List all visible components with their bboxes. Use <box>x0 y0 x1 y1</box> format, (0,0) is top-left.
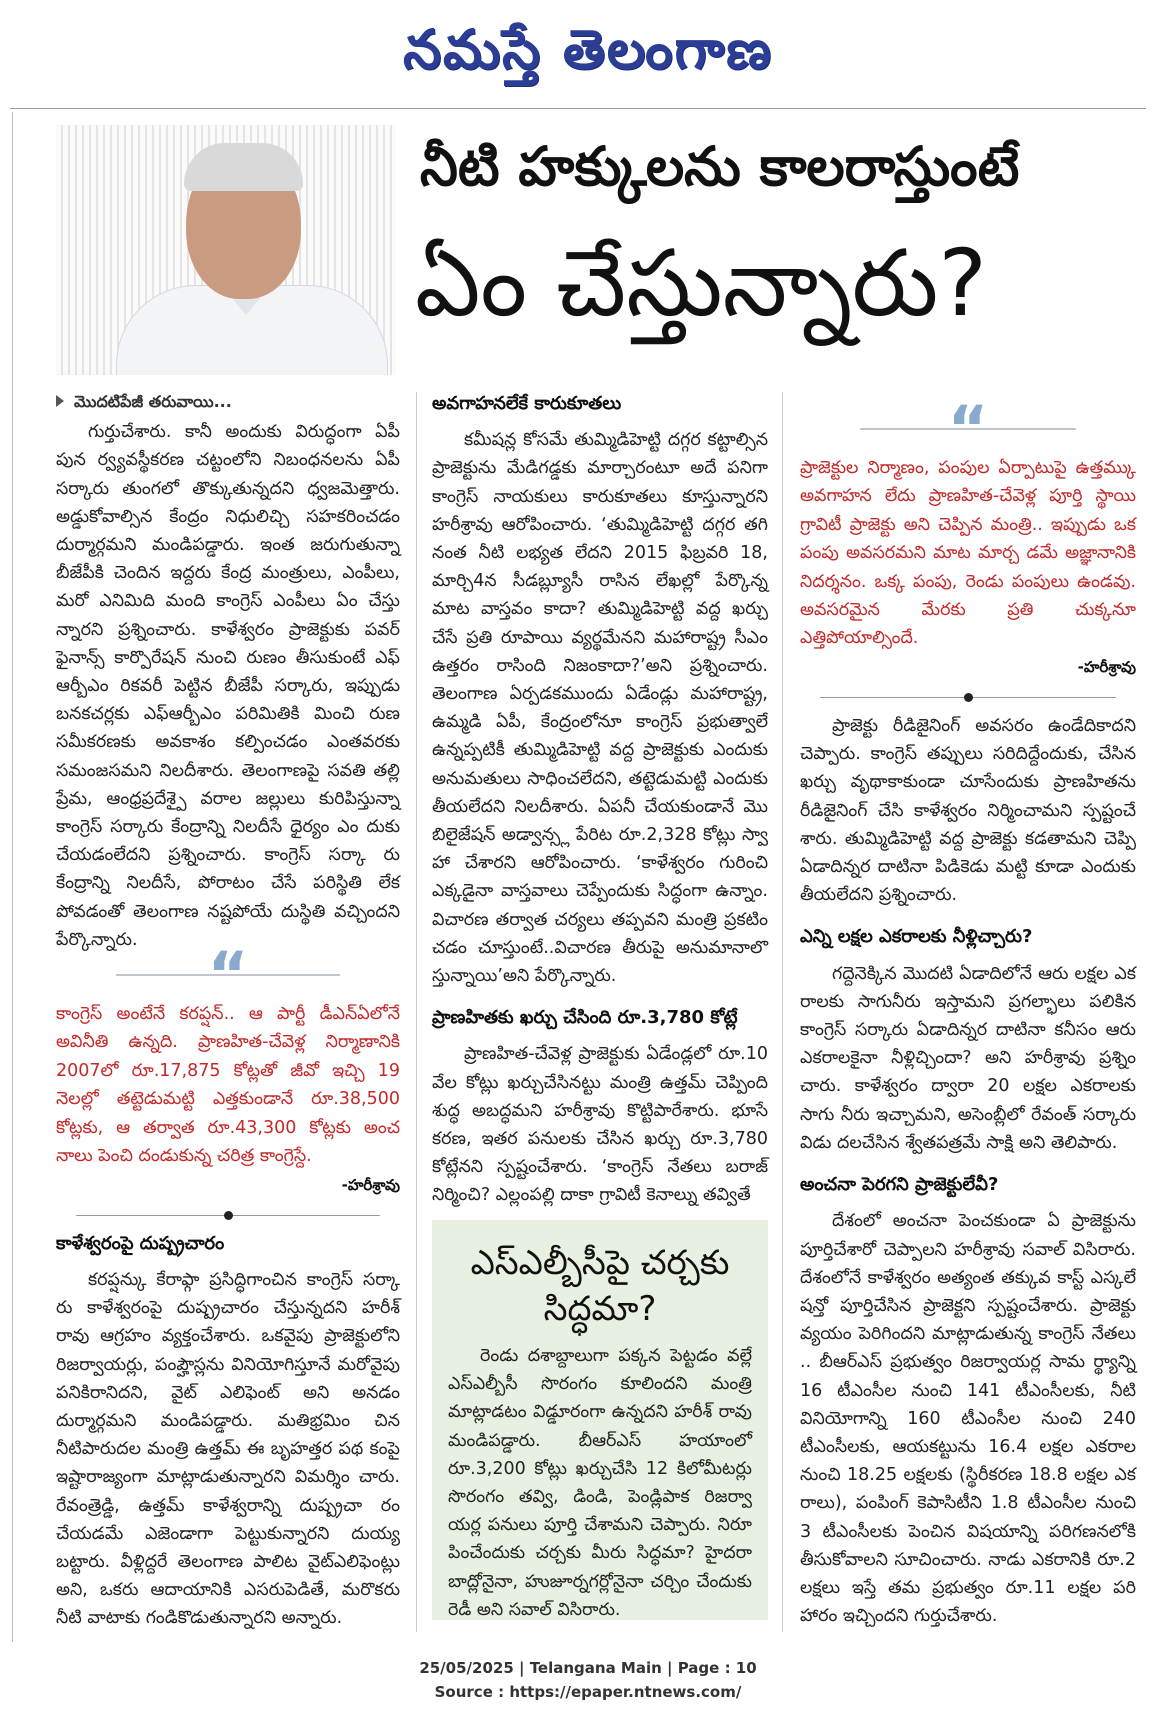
divider-dot <box>964 693 973 702</box>
continued-label: మొదటిపేజీ తరువాయి... <box>56 388 400 416</box>
subheading: అంచనా పెరగని ప్రాజెక్టులేవీ? <box>800 1174 999 1196</box>
quote-mark-icon: “ <box>947 392 989 465</box>
masthead-divider <box>10 108 1146 109</box>
subheading: అవగాహనలేకే కారుకూతలు <box>432 393 622 414</box>
article-paragraph: కరప్షన్కు కేరాఫ్గా ప్రసిద్ధిగాంచిన కాంగ్రెస్ సర్కా రు కాళేశ్వరంపై దుష్ప్రచారం చేస్తున్నదని హరీశ్ రావు ఆగ్రహం వ్యక్తంచేశారు. ఒకవైపు ప్రాజెక్టులోని రిజర్వాయర్లు, పంప్హౌస్లను వినియోగిస్తూనే మరోవైపు పనికిరానిదని, వైట్ ఎలిఫెంట్ అని అనడం దుర్మార్గమని మండిపడ్డారు. మతిభ్రమిం చిన నీటిపారుదల మంత్రి ఉత్తమ్ ఈ బృహత్తర పథ కంపై ఇష్టారాజ్యంగా మాట్లాడుతున్నారని విమర్శిం చారు. రేవంత్రెడ్డి, ఉత్తమ్ కాళేశ్వరాన్ని దుష్ప్రచా రం చేయడమే ఎజెండాగా పెట్టుకున్నారని దుయ్య బట్టారు. వీళ్లిద్దరే తెలంగాణ పాలిట వైట్ఎలిఫెంట్లు అని, ఒకరు ఆదాయానికి ఎసరుపెడితే, మరొకరు నీటి వాటాకు గండికొడుతున్నారని అన్నారు. <box>56 1269 400 1629</box>
article-paragraph: దేశంలో అంచనా పెంచకుండా ఏ ప్రాజెక్టును పూర్తిచేశారో చెప్పాలని హరీశ్రావు సవాల్ విసిరారు. దేశంలోనే కాళేశ్వరం అత్యంత తక్కువ కాస్ట్ ఎస్కలే షన్తో పూర్తిచేసిన ప్రాజెక్టని స్పష్టంచేశారు. ప్రాజెక్టు వ్యయం పెరిగిందని మాట్లాడుతున్న కాంగ్రెస్ నేతలు .. బీఆర్ఎస్ ప్రభుత్వం రిజర్వాయర్ల సామ ర్థ్యాన్ని 16 టీఎంసీల నుంచి 141 టీఎంసీలకు, నీటి వినియోగాన్ని 160 టీఎంసీల నుంచి 240 టీఎంసీలకు, ఆయకట్టును 16.4 లక్షల ఎకరాల నుంచి 18.25 లక్షలకు (స్థిరీకరణ 18.8 లక్షల ఎక రాలు), పంపింగ్ కెపాసిటీని 1.8 టీఎంసీల నుంచి 3 టీఎంసీలకు పెంచిన విషయాన్ని పరిగణనలోకి తీసుకోవాలని సూచించారు. నాడు ఎకరానికి రూ.2 లక్షలు ఇస్తే తమ ప్రభుత్వం రూ.11 లక్షల పరి హారం ఇచ్చిందని గుర్తుచేశారు. <box>800 1211 1136 1627</box>
column-1 <box>56 388 400 1633</box>
headline-line1: నీటి హక్కులను కాలరాస్తుంటే <box>420 135 1020 198</box>
subheading: ఎన్ని లక్షల ఎకరాలకు నీళ్లిచ్చారు? <box>800 926 1033 948</box>
section-divider <box>820 697 1116 698</box>
column-separator <box>782 392 783 1632</box>
article-paragraph: గుర్తుచేశారు. కానీ అందుకు విరుద్ధంగా ఏపీ పున ర్వ్యవస్థీకరణ చట్టంలోని నిబంధనలను ఏపీ సర్కారు తుంగలో తొక్కుతున్నదని ధ్వజమెత్తారు. అడ్డుకోవాల్సిన కేంద్రం నిధులిచ్చి సహకరించడం దుర్మార్గమని మండిపడ్డారు. ఇంత జరుగుతున్నా బీజేపీకి చెందిన ఇద్దరు కేంద్ర మంత్రులు, ఎంపీలు, మరో ఎనిమిది మంది కాంగ్రెస్ ఎంపీలు ఏం చేస్తు న్నారని ప్రశ్నించారు. కాళేశ్వరం ప్రాజెక్టుకు పవర్ ఫైనాన్స్ కార్పొరేషన్ నుంచి రుణం తీసుకుంటే ఎఫ్ ఆర్బీఎం రికవరీ పెట్టిన బీజేపీ సర్కారు, ఇప్పుడు బనకచర్లకు ఎఫ్ఆర్బీఎం పరిమితికి మించి రుణ సమీకరణకు అవకాశం కల్పించడం ఎంతవరకు సమంజసమని నిలదీశారు. తెలంగాణపై సవతి తల్లి ప్రేమ, ఆంధ్రప్రదేశ్పై వరాల జల్లులు కురిపిస్తున్నా కాంగ్రెస్ సర్కారు కేంద్రాన్ని నిలదీసే ధైర్యం ఎం దుకు చేయడంలేదని ప్రశ్నించారు. కాంగ్రెస్ సర్కా రు కేంద్రాన్ని నిలదీసే, పోరాటం చేసే పరిస్థితి లేక పోవడంతో తెలంగాణ నష్టపోయే దుస్థితి వచ్చిందని పేర్కొన్నారు. <box>56 422 400 950</box>
pull-quote: ప్రాజెక్టుల నిర్మాణం, పంపుల ఏర్పాటుపై ఉత్తమ్కు అవగాహన లేదు ప్రాణహిత-చేవెళ్ల పూర్తి స్థాయి గ్రావిటీ ప్రాజెక్టు అని చెప్పిన మంత్రి.. ఇప్పుడు ఒక పంపు అవసరమని మాట మార్చ డమే అజ్ఞానానికి నిదర్శనం. ఒక్క పంపు, రెండు పంపులు ఉండవు. అవసరమైన మేరకు ప్రతి చుక్కనూ ఎత్తిపోయాల్సిందే. <box>800 458 1136 649</box>
column-separator <box>416 392 417 1632</box>
subheading: కాళేశ్వరంపై దుష్ప్రచారం <box>56 1232 225 1254</box>
column-3 <box>800 392 1136 1630</box>
column-2 <box>432 390 768 1210</box>
subheading: ప్రాణహితకు ఖర్చు చేసింది రూ.3,780 కోట్లే <box>432 1007 738 1029</box>
source-link[interactable]: Source : https://epaper.ntnews.com/ <box>434 1683 742 1701</box>
article-paragraph: గద్దెనెక్కిన మొదటి ఏడాదిలోనే ఆరు లక్షల ఎక రాలకు సాగునీరు ఇస్తామని ప్రగల్భాలు పలికిన కాంగ్రెస్ సర్కారు ఏడాదిన్నర దాటినా కనీసం ఆరు ఎకరాలకైనా నీళ్లిచ్చిందా? అని హరీశ్రావు ప్రశ్నిం చారు. కాళేశ్వరం ద్వారా 20 లక్షల ఎకరాలకు సాగు నీరు ఇచ్చామని, అసెంబ్లీలో రేవంత్ సర్కారు విడు దలచేసిన శ్వేతపత్రమే సాక్షి అని తెలిపారు. <box>800 963 1136 1153</box>
box-text: రెండు దశాబ్దాలుగా పక్కన పెట్టడం వల్లే ఎస్ఎల్బీసీ సొరంగం కూలిందని మంత్రి మాట్లాడటం విడ్డూరంగా ఉన్నదని హరీశ్ రావు మండిపడ్డారు. బీఆర్ఎస్ హయాంలో రూ.3,200 కోట్లు ఖర్చుచేసి 12 కిలోమీటర్లు సొరంగం తవ్వి, డిండి, పెండ్లిపాక రిజర్వా యర్ల పనులు పూర్తి చేశామని చెప్పారు. నిరూ పించేందుకు చర్చకు మీరు సిద్ధమా? హైదరా బాద్లోనైనా, హుజూర్నగర్లోనైనా చర్చిం చేందుకు రెడీ అని సవాల్ విసిరారు. <box>448 1346 752 1620</box>
box-title: ఎస్ఎల్బీసీపై చర్చకు సిద్ధమా? <box>470 1243 730 1329</box>
reporter-photo <box>56 125 396 375</box>
headline-line2: ఏం చేస్తున్నారు? <box>415 230 988 337</box>
quote-mark-icon: “ <box>207 938 249 1012</box>
triangle-icon <box>56 395 64 407</box>
divider-dot <box>224 1211 233 1220</box>
section-divider <box>76 1215 380 1216</box>
sidebar-box <box>432 1220 768 1620</box>
quote-author: -హరీశ్రావు <box>1077 657 1136 676</box>
pull-quote: కాంగ్రెస్ అంటేనే కరప్షన్.. ఆ పార్టీ డీఎన్ఏలోనే అవినీతి ఉన్నది. ప్రాణహిత-చేవెళ్ల నిర్మాణానికి 2007లో రూ.17,875 కోట్లతో జీవో ఇచ్చి 19 నెలల్లో తట్టెడుమట్టి ఎత్తకుండానే రూ.38,500 కోట్లకు, ఆ తర్వాత రూ.43,300 కోట్లకు అంచ నాలు పెంచి దండుకున్న చరిత్ర కాంగ్రెస్దే. <box>56 1004 400 1167</box>
quote-author: -హరీశ్రావు <box>341 1175 400 1194</box>
page-edge <box>0 112 13 1642</box>
newspaper-logo: నమస్తే తెలంగాణ <box>403 18 773 81</box>
edition-info: 25/05/2025 | Telangana Main | Page : 10 <box>419 1659 757 1677</box>
article-paragraph: ప్రాణహిత-చేవెళ్ల ప్రాజెక్టుకు ఏడేండ్లలో రూ.10 వేల కోట్లు ఖర్చుచేసినట్టు మంత్రి ఉత్తమ్ చెప్పింది శుద్ధ అబద్ధమని హరీశ్రావు కొట్టిపారేశారు. భూసే కరణ, ఇతర పనులకు చేసిన ఖర్చు రూ.3,780 కోట్లేనని స్పష్టంచేశారు. ‘కాంగ్రెస్ నేతలు బరాజ్ నిర్మించి? ఎల్లంపల్లి దాకా గ్రావిటీ కెనాల్ను తవ్వితే <box>432 1044 768 1206</box>
article-paragraph: ప్రాజెక్టు రీడిజైనింగ్ అవసరం ఉండేదికాదని చెప్పారు. కాంగ్రెస్ తప్పులు సరిదిద్దేందుకు, చేసిన ఖర్చు వృథాకాకుండా చూసేందుకు ప్రాణహితను రీడిజైనింగ్ చేసి కాళేశ్వరం నిర్మించామని స్పష్టంచే శారు. తుమ్మిడిహెట్టి వద్ద ప్రాజెక్టు కడతామని చెప్పి ఏడాదిన్నర దాటినా పిడికెడు మట్టి కూడా ఎందుకు తీయలేదని ప్రశ్నించారు. <box>800 716 1136 906</box>
photo-hair <box>184 143 303 191</box>
article-paragraph: కమీషన్ల కోసమే తుమ్మిడిహెట్టి దగ్గర కట్టాల్సిన ప్రాజెక్టును మేడిగడ్డకు మార్చారంటూ అదే పనిగా కాంగ్రెస్ నాయకులు కారుకూతలు కూస్తున్నారని హరీశ్రావు ఆరోపించారు. ‘తుమ్మిడిహెట్టి దగ్గర తగి నంత నీటి లభ్యత లేదని 2015 ఫిబ్రవరి 18, మార్చి4న సీడబ్ల్యూసీ రాసిన లేఖల్లో పేర్కొన్న మాట వాస్తవం కాదా? తుమ్మిడిహెట్టి వద్ద ఖర్చు చేసే ప్రతి రూపాయి వ్యర్థమేనని మహారాష్ట్ర సీఎం ఉత్తరం రాసింది నిజంకాదా?’అని ప్రశ్నించారు. తెలంగాణ ఏర్పడకముందు ఏడేండ్లు మహారాష్ట్ర, ఉమ్మడి ఏపీ, కేంద్రంలోనూ కాంగ్రెస్ ప్రభుత్వాలే ఉన్నప్పటికీ తుమ్మిడిహెట్టి వద్ద ప్రాజెక్టుకు ఎందుకు అనుమతులు సాధించలేదని, తట్టెడుమట్టి ఎందుకు తీయలేదని నిలదీశారు. ఏపనీ చేయకుండానే మొ బిలైజేషన్ అడ్వాన్స్ల పేరిట రూ.2,328 కోట్లు స్వా హా చేశారని ఆరోపించారు. ‘కాళేశ్వరం గురించి ఎక్కడైనా వాస్తవాలు చెప్పేందుకు సిద్ధంగా ఉన్నాం. విచారణ తర్వాత చర్యలు తప్పవని మంత్రి ప్రకటిం చడం చూస్తుంటే..విచారణ తీరుపై అనుమానాలొ స్తున్నాయి’అని పేర్కొన్నారు. <box>432 430 768 987</box>
page-footer <box>0 1656 1176 1704</box>
masthead <box>0 0 1176 100</box>
